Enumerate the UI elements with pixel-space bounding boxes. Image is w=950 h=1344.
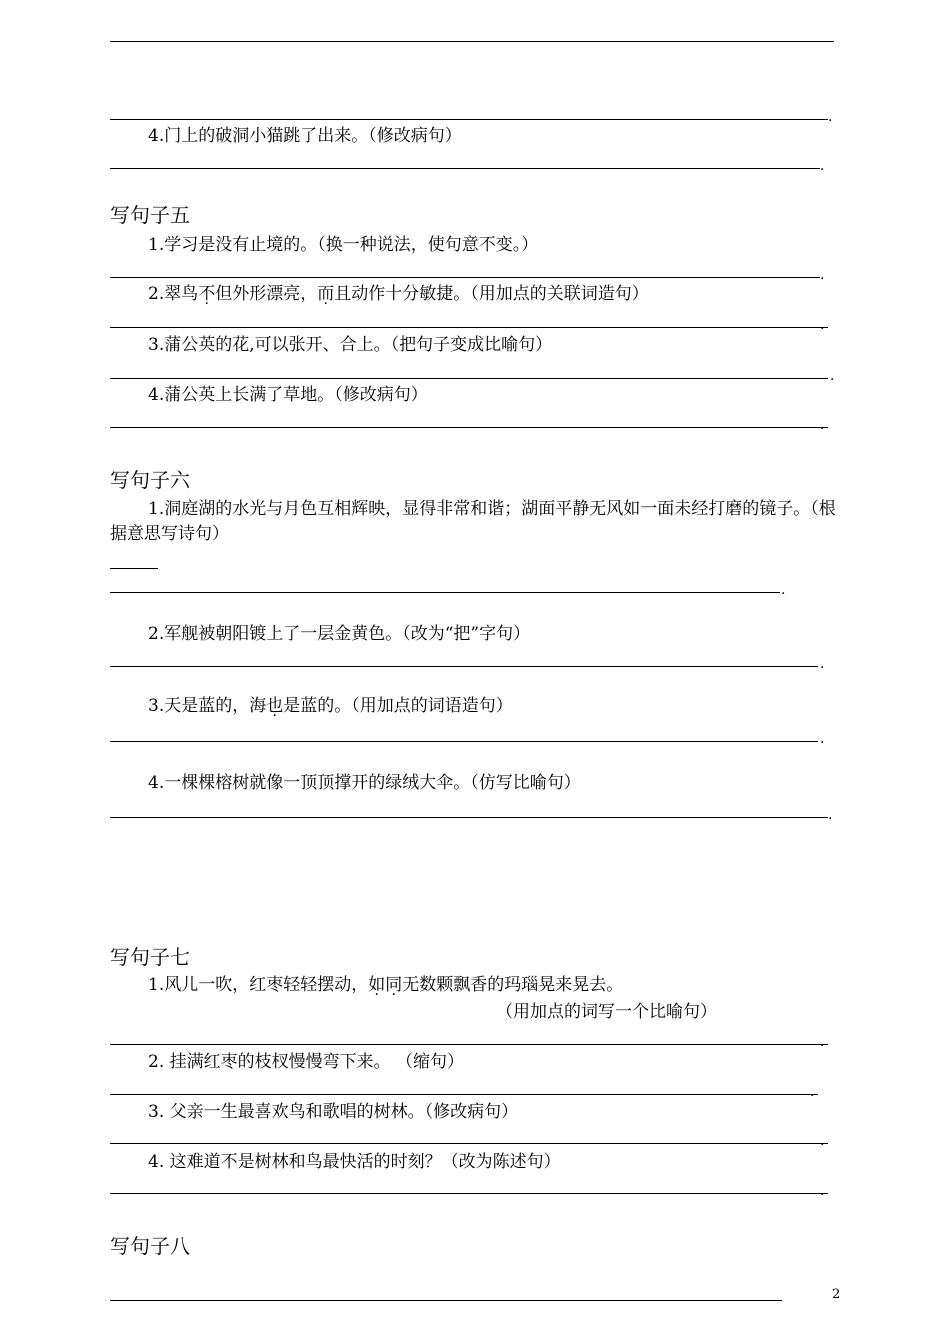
line-end-mark: . — [781, 582, 786, 598]
section-heading-6: 写句子六 — [110, 468, 190, 492]
section-heading-8: 写句子八 — [110, 1234, 190, 1258]
line-end-mark: . — [828, 109, 833, 125]
answer-line[interactable] — [110, 592, 780, 593]
answer-line[interactable] — [110, 1094, 818, 1095]
answer-line[interactable] — [110, 427, 828, 428]
answer-line[interactable] — [110, 119, 828, 120]
line-end-mark: . — [820, 731, 825, 747]
text: 1.风儿一吹，红枣轻轻摆动， — [148, 975, 369, 995]
answer-line[interactable] — [110, 666, 818, 667]
section-heading-5: 写句子五 — [110, 203, 190, 227]
line-end-mark: . — [820, 267, 825, 283]
emphasized-char: 也 — [266, 696, 284, 716]
s7-question-4: 4. 这难道不是树林和鸟最快活的时刻？（改为陈述句） — [148, 1152, 561, 1172]
section-heading-7: 写句子七 — [110, 945, 190, 969]
s6-question-4: 4.一棵棵榕树就像一顶顶撑开的绿绒大伞。（仿写比喻句） — [148, 773, 581, 793]
s6-question-2: 2.军舰被朝阳镀上了一层金黄色。（改为“把”字句） — [148, 624, 531, 644]
s6-question-1: 1.洞庭湖的水光与月色互相辉映，显得非常和谐；湖面平静无风如一面未经打磨的镜子。（根据意思写诗句） — [110, 499, 836, 544]
text: 2.翠鸟 — [148, 284, 199, 304]
line-end-mark: . — [820, 1133, 825, 1149]
s7-question-1-note: （用加点的词写一个比喻句） — [496, 1002, 717, 1022]
s7-question-3: 3. 父亲一生最喜欢鸟和歌唱的树林。（修改病句） — [148, 1102, 519, 1122]
s5-question-1: 1.学习是没有止境的。（换一种说法，使句意不变。） — [148, 235, 539, 255]
s5-question-3: 3.蒲公英的花,可以张开、合上。（把句子变成比喻句） — [148, 335, 553, 355]
line-end-mark: . — [820, 1034, 825, 1050]
s4-question-4: 4.门上的破洞小猫跳了出来。（修改病句） — [148, 126, 462, 146]
answer-line[interactable] — [110, 1143, 828, 1144]
text: 无数颗飘香的玛瑙晃来晃去。 — [402, 975, 624, 995]
s6-question-3 — [148, 695, 513, 717]
answer-line[interactable] — [110, 168, 820, 169]
page-top-rule — [110, 41, 834, 42]
emphasized-char: 不 — [198, 284, 216, 304]
answer-line[interactable] — [110, 1193, 828, 1194]
answer-line[interactable] — [110, 817, 828, 818]
answer-line[interactable] — [110, 378, 828, 379]
answer-line[interactable] — [110, 741, 818, 742]
answer-line[interactable] — [110, 277, 820, 278]
s5-question-2 — [148, 283, 649, 305]
text: 但外形漂亮， — [215, 284, 318, 304]
emphasized-char: 如 — [368, 975, 386, 995]
line-end-mark: . — [830, 368, 835, 384]
text: 3.天是蓝的，海 — [148, 696, 267, 716]
line-end-mark: . — [810, 1084, 815, 1100]
emphasized-char: 而 — [317, 284, 335, 304]
short-answer-line[interactable] — [110, 568, 158, 569]
text: 是蓝的。（用加点的词语造句） — [283, 696, 513, 716]
s7-question-2: 2. 挂满红枣的枝杈慢慢弯下来。 （缩句） — [148, 1052, 465, 1072]
answer-line[interactable] — [110, 327, 828, 328]
emphasized-char: 同 — [385, 975, 403, 995]
line-end-mark: . — [820, 317, 825, 333]
answer-line[interactable] — [110, 1044, 828, 1045]
line-end-mark: . — [820, 656, 825, 672]
page-number: 2 — [832, 1287, 841, 1302]
line-end-mark: . — [828, 807, 833, 823]
answer-line[interactable] — [110, 1300, 782, 1301]
line-end-mark: . — [820, 1183, 825, 1199]
line-end-mark: . — [820, 417, 825, 433]
text: 且动作十分敏捷。（用加点的关联词造句） — [334, 284, 649, 304]
s5-question-4: 4.蒲公英上长满了草地。（修改病句） — [148, 385, 428, 405]
s7-question-1 — [148, 974, 623, 996]
line-end-mark: . — [820, 158, 825, 174]
